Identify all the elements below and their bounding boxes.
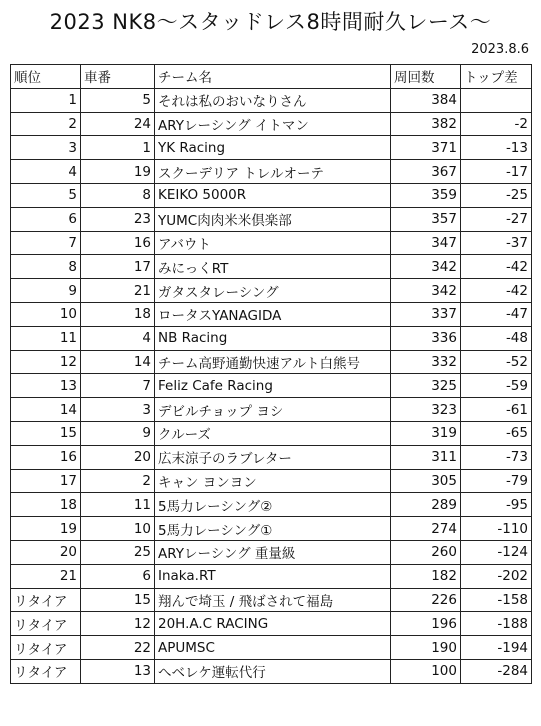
laps-cell: 342 <box>391 255 461 279</box>
gap-cell: -65 <box>461 421 532 445</box>
gap-cell: -284 <box>461 659 532 683</box>
team-name-cell: KEIKO 5000R <box>155 183 391 207</box>
team-name-cell: 広末涼子のラブレター <box>155 445 391 469</box>
table-row <box>11 302 532 326</box>
team-name-cell: 5馬力レーシング② <box>155 493 391 517</box>
laps-cell: 384 <box>391 88 461 112</box>
rank-cell: 15 <box>11 421 81 445</box>
car-number-cell: 13 <box>81 659 155 683</box>
laps-cell: 336 <box>391 326 461 350</box>
laps-cell: 382 <box>391 112 461 136</box>
table-row <box>11 231 532 255</box>
table-row <box>11 540 532 564</box>
rank-cell: 7 <box>11 231 81 255</box>
car-number-cell: 14 <box>81 350 155 374</box>
car-number-cell: 17 <box>81 255 155 279</box>
table-row <box>11 183 532 207</box>
table-row <box>11 469 532 493</box>
laps-cell: 100 <box>391 659 461 683</box>
gap-cell: -188 <box>461 612 532 636</box>
car-number-cell: 6 <box>81 564 155 588</box>
team-name-cell: チーム高野通勤快速アルト白熊号 <box>155 350 391 374</box>
gap-cell: -17 <box>461 160 532 184</box>
car-number-cell: 25 <box>81 540 155 564</box>
table-row <box>11 445 532 469</box>
rank-cell: 3 <box>11 136 81 160</box>
team-name-cell: ガタスタレーシング <box>155 279 391 303</box>
gap-cell: -42 <box>461 255 532 279</box>
team-name-cell: NB Racing <box>155 326 391 350</box>
car-number-cell: 8 <box>81 183 155 207</box>
gap-cell: -110 <box>461 517 532 541</box>
gap-cell: -48 <box>461 326 532 350</box>
page-title: 2023 NK8～スタッドレス8時間耐久レース～ <box>49 10 492 34</box>
results-table <box>10 64 532 684</box>
laps-cell: 323 <box>391 398 461 422</box>
rank-cell: リタイア <box>11 636 81 660</box>
car-number-cell: 11 <box>81 493 155 517</box>
gap-cell: -124 <box>461 540 532 564</box>
laps-cell: 371 <box>391 136 461 160</box>
header-rank: 順位 <box>11 65 81 89</box>
table-row <box>11 588 532 612</box>
team-name-cell: ロータスYANAGIDA <box>155 302 391 326</box>
laps-cell: 337 <box>391 302 461 326</box>
rank-cell: リタイア <box>11 588 81 612</box>
header-laps: 周回数 <box>391 65 461 89</box>
table-row <box>11 350 532 374</box>
gap-cell: -194 <box>461 636 532 660</box>
team-name-cell: 5馬力レーシング① <box>155 517 391 541</box>
laps-cell: 260 <box>391 540 461 564</box>
car-number-cell: 15 <box>81 588 155 612</box>
laps-cell: 182 <box>391 564 461 588</box>
team-name-cell: ARYレーシング 重量級 <box>155 540 391 564</box>
rank-cell: 5 <box>11 183 81 207</box>
car-number-cell: 20 <box>81 445 155 469</box>
team-name-cell: クルーズ <box>155 421 391 445</box>
team-name-cell: 翔んで埼玉 / 飛ばされて福島 <box>155 588 391 612</box>
header-gap: トップ差 <box>461 65 532 89</box>
gap-cell: -158 <box>461 588 532 612</box>
gap-cell: -52 <box>461 350 532 374</box>
gap-cell: -95 <box>461 493 532 517</box>
team-name-cell: デビルチョップ ヨシ <box>155 398 391 422</box>
car-number-cell: 10 <box>81 517 155 541</box>
car-number-cell: 9 <box>81 421 155 445</box>
gap-cell: -59 <box>461 374 532 398</box>
table-row <box>11 160 532 184</box>
team-name-cell: それは私のおいなりさん <box>155 88 391 112</box>
table-row <box>11 564 532 588</box>
rank-cell: 1 <box>11 88 81 112</box>
car-number-cell: 18 <box>81 302 155 326</box>
table-row <box>11 374 532 398</box>
laps-cell: 357 <box>391 207 461 231</box>
team-name-cell: APUMSC <box>155 636 391 660</box>
gap-cell: -25 <box>461 183 532 207</box>
car-number-cell: 24 <box>81 112 155 136</box>
rank-cell: 13 <box>11 374 81 398</box>
car-number-cell: 23 <box>81 207 155 231</box>
rank-cell: 16 <box>11 445 81 469</box>
car-number-cell: 22 <box>81 636 155 660</box>
gap-cell: -13 <box>461 136 532 160</box>
table-row <box>11 279 532 303</box>
table-row <box>11 255 532 279</box>
gap-cell <box>461 88 532 112</box>
car-number-cell: 1 <box>81 136 155 160</box>
table-row <box>11 207 532 231</box>
laps-cell: 325 <box>391 374 461 398</box>
rank-cell: 2 <box>11 112 81 136</box>
table-row <box>11 326 532 350</box>
team-name-cell: YUMC肉肉米米倶楽部 <box>155 207 391 231</box>
table-header-row <box>11 65 532 89</box>
team-name-cell: ARYレーシング イトマン <box>155 112 391 136</box>
rank-cell: 21 <box>11 564 81 588</box>
rank-cell: 20 <box>11 540 81 564</box>
car-number-cell: 12 <box>81 612 155 636</box>
team-name-cell: キャン ヨンヨン <box>155 469 391 493</box>
rank-cell: 12 <box>11 350 81 374</box>
gap-cell: -61 <box>461 398 532 422</box>
laps-cell: 226 <box>391 588 461 612</box>
header-team-name: チーム名 <box>155 65 391 89</box>
table-row <box>11 88 532 112</box>
laps-cell: 289 <box>391 493 461 517</box>
laps-cell: 196 <box>391 612 461 636</box>
car-number-cell: 19 <box>81 160 155 184</box>
header-car-number: 車番 <box>81 65 155 89</box>
team-name-cell: スクーデリア トレルオーテ <box>155 160 391 184</box>
laps-cell: 332 <box>391 350 461 374</box>
rank-cell: 4 <box>11 160 81 184</box>
gap-cell: -202 <box>461 564 532 588</box>
laps-cell: 359 <box>391 183 461 207</box>
laps-cell: 347 <box>391 231 461 255</box>
car-number-cell: 4 <box>81 326 155 350</box>
car-number-cell: 5 <box>81 88 155 112</box>
rank-cell: 6 <box>11 207 81 231</box>
table-row <box>11 398 532 422</box>
gap-cell: -37 <box>461 231 532 255</box>
rank-cell: 19 <box>11 517 81 541</box>
car-number-cell: 21 <box>81 279 155 303</box>
laps-cell: 311 <box>391 445 461 469</box>
table-row <box>11 636 532 660</box>
rank-cell: リタイア <box>11 612 81 636</box>
table-row <box>11 112 532 136</box>
laps-cell: 190 <box>391 636 461 660</box>
laps-cell: 274 <box>391 517 461 541</box>
team-name-cell: YK Racing <box>155 136 391 160</box>
gap-cell: -27 <box>461 207 532 231</box>
rank-cell: 11 <box>11 326 81 350</box>
rank-cell: 9 <box>11 279 81 303</box>
team-name-cell: みにっくRT <box>155 255 391 279</box>
laps-cell: 342 <box>391 279 461 303</box>
car-number-cell: 7 <box>81 374 155 398</box>
rank-cell: 10 <box>11 302 81 326</box>
laps-cell: 367 <box>391 160 461 184</box>
gap-cell: -79 <box>461 469 532 493</box>
rank-cell: リタイア <box>11 659 81 683</box>
table-row <box>11 517 532 541</box>
table-row <box>11 493 532 517</box>
car-number-cell: 16 <box>81 231 155 255</box>
results-body <box>11 88 532 683</box>
gap-cell: -2 <box>461 112 532 136</box>
team-name-cell: Feliz Cafe Racing <box>155 374 391 398</box>
rank-cell: 18 <box>11 493 81 517</box>
car-number-cell: 2 <box>81 469 155 493</box>
gap-cell: -73 <box>461 445 532 469</box>
team-name-cell: Inaka.RT <box>155 564 391 588</box>
table-row <box>11 612 532 636</box>
gap-cell: -47 <box>461 302 532 326</box>
table-row <box>11 659 532 683</box>
gap-cell: -42 <box>461 279 532 303</box>
team-name-cell: 20H.A.C RACING <box>155 612 391 636</box>
event-date: 2023.8.6 <box>471 42 529 57</box>
team-name-cell: へベレケ運転代行 <box>155 659 391 683</box>
laps-cell: 319 <box>391 421 461 445</box>
team-name-cell: アバウト <box>155 231 391 255</box>
laps-cell: 305 <box>391 469 461 493</box>
rank-cell: 8 <box>11 255 81 279</box>
table-row <box>11 136 532 160</box>
table-row <box>11 421 532 445</box>
rank-cell: 14 <box>11 398 81 422</box>
rank-cell: 17 <box>11 469 81 493</box>
car-number-cell: 3 <box>81 398 155 422</box>
